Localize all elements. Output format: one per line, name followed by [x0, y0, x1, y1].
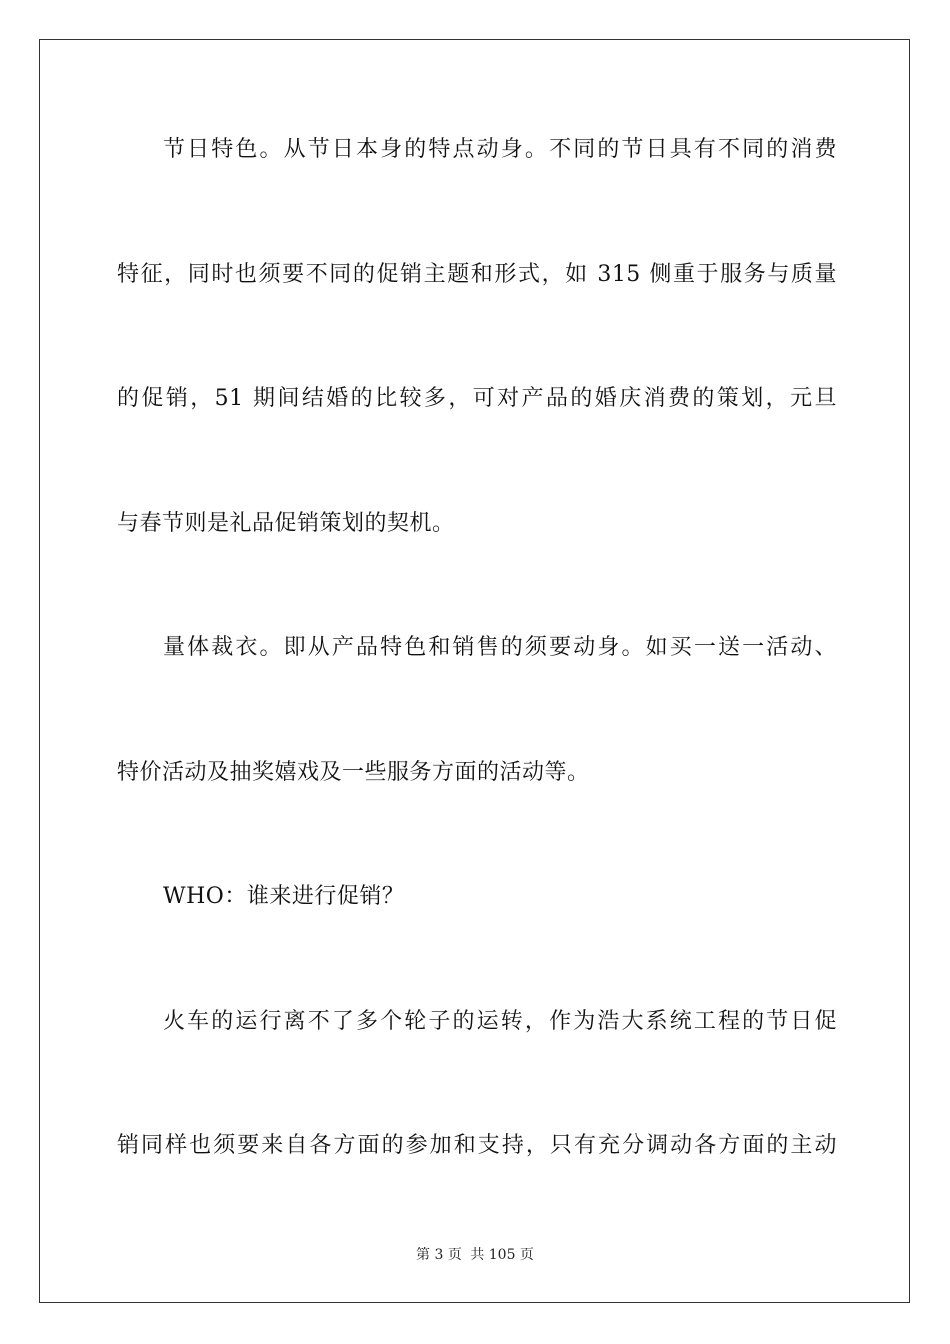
paragraph-line: 的促销，51 期间结婚的比较多，可对产品的婚庆消费的策划，元旦	[117, 386, 837, 411]
paragraph-line: 火车的运行离不了多个轮子的运转，作为浩大系统工程的节日促	[163, 1009, 837, 1034]
page-footer	[0, 1246, 950, 1264]
paragraph-line: 销同样也须要来自各方面的参加和支持，只有充分调动各方面的主动	[117, 1133, 837, 1158]
page-border	[39, 39, 910, 1303]
paragraph-line: 量体裁衣。即从产品特色和销售的须要动身。如买一送一活动、	[163, 635, 837, 660]
paragraph-line: 特价活动及抽奖嬉戏及一些服务方面的活动等。	[117, 760, 590, 785]
paragraph-line: 节日特色。从节日本身的特点动身。不同的节日具有不同的消费	[163, 137, 837, 162]
page-number: 第 3 页	[416, 1247, 462, 1263]
page-total: 共 105 页	[470, 1247, 534, 1263]
paragraph-line: 与春节则是礼品促销策划的契机。	[117, 511, 455, 536]
section-heading: WHO：谁来进行促销？	[163, 884, 405, 909]
paragraph-line: 特征，同时也须要不同的促销主题和形式，如 315 侧重于服务与质量	[117, 262, 837, 287]
